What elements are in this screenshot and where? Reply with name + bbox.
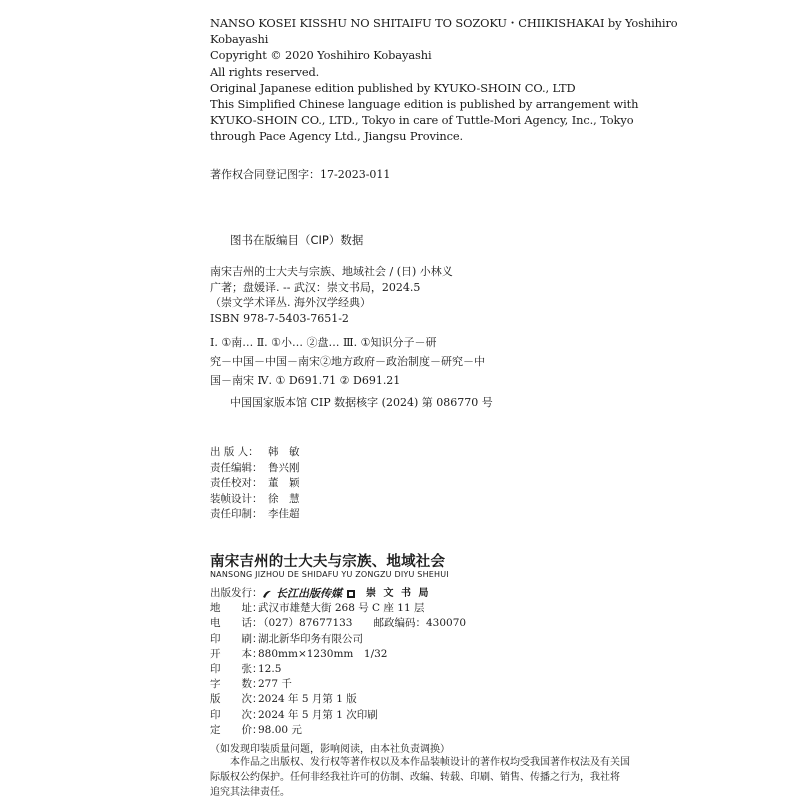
copyright-line: NANSO KOSEI KISSHU NO SHITAIFU TO SOZOKU・CHIIKISHAKAI by Yoshihiro <box>210 16 678 30</box>
staff-row <box>210 507 300 523</box>
cip-title: 图书在版编目（CIP）数据 <box>230 233 364 247</box>
classification-line: Ⅰ. ①南… Ⅱ. ①小… ②盘… Ⅲ. ①知识分子－研 <box>210 336 437 349</box>
staff-label: 责任编辑： <box>210 461 263 474</box>
pub-info-label: 字 数： <box>210 678 263 691</box>
publisher-logo-changjiang: 长江出版传媒 <box>276 587 342 600</box>
pub-info-value: 2024 年 5 月第 1 次印刷 <box>258 708 378 721</box>
contract-number: 著作权合同登记图字：17-2023-011 <box>210 168 391 181</box>
staff-label: 责任印制： <box>210 508 263 520</box>
book-title: 南宋吉州的士大夫与宗族、地域社会 <box>210 554 446 570</box>
pub-info-label: 印 张： <box>210 663 263 676</box>
pub-info-label: 开 本： <box>210 647 263 660</box>
copyright-line: Original Japanese edition published by KYUKO-SHOIN CO., LTD <box>210 80 576 95</box>
rights-line: 追究其法律责任。 <box>210 787 290 798</box>
classification <box>210 333 485 390</box>
pub-info-label: 印 刷： <box>210 632 263 645</box>
quality-note: （如发现印装质量问题，影响阅读，由本社负责调换） <box>210 744 450 755</box>
pub-info-row <box>210 662 466 677</box>
staff-value: 李佳超 <box>268 508 300 520</box>
cip-line: 广著；盘媛译. -- 武汉：崇文书局，2024.5 <box>210 280 421 294</box>
publisher-label: 出版发行： <box>210 587 263 599</box>
pub-info-row <box>210 632 466 647</box>
chongwen-logo-icon <box>346 589 356 599</box>
pub-info-label: 地 址： <box>210 602 263 615</box>
pub-info-label: 定 价： <box>210 723 263 736</box>
cip-line: 南宋吉州的士大夫与宗族、地域社会 / (日) 小林义 <box>210 265 453 278</box>
copyright-line: All rights reserved. <box>210 64 320 79</box>
pub-info-row <box>210 708 466 723</box>
copyright-block <box>210 15 678 145</box>
copyright-line: through Pace Agency Ltd., Jiangsu Province. <box>210 129 464 144</box>
pub-info-label: 印 次： <box>210 708 263 721</box>
staff-row <box>210 461 300 477</box>
classification-line: 国－南宋 Ⅳ. ① D691.71 ② D691.21 <box>210 374 401 387</box>
staff-list <box>210 445 300 523</box>
pub-info-row <box>210 647 466 662</box>
copyright-line: This Simplified Chinese language edition is published by arrangement with <box>210 97 639 112</box>
cip-number: 中国国家版本馆 CIP 数据核字 (2024) 第 086770 号 <box>230 396 493 409</box>
publisher-logo-chongwen: 崇 文 书 局 <box>366 588 431 599</box>
pub-info-value: 98.00 元 <box>258 723 302 736</box>
pub-info-row <box>210 601 466 616</box>
pub-info-label: 版 次： <box>210 693 263 706</box>
copyright-line: KYUKO-SHOIN CO., LTD., Tokyo in care of Tuttle-Mori Agency, Inc., Tokyo <box>210 113 634 128</box>
rights-statement <box>210 755 630 800</box>
staff-value: 徐 慧 <box>268 492 300 505</box>
pub-info-value: 277 千 <box>258 678 292 691</box>
pub-info-value: 880mm×1230mm 1/32 <box>258 647 388 660</box>
staff-row <box>210 492 300 508</box>
cip-line: ISBN 978-7-5403-7651-2 <box>210 311 349 325</box>
pub-info-row <box>210 616 466 631</box>
classification-line: 究－中国－中国－南宋②地方政府－政治制度－研究－中 <box>210 355 485 368</box>
rights-line: 本作品之出版权、发行权等著作权以及本作品装帧设计的著作权均受我国著作权法及有关国 <box>210 757 630 768</box>
pub-info-value: 湖北新华印务有限公司 <box>258 632 363 645</box>
cip-line: （崇文学术译丛. 海外汉学经典） <box>210 296 371 309</box>
staff-value: 董 颖 <box>268 477 300 489</box>
publisher-row <box>210 586 466 601</box>
staff-row <box>210 445 300 461</box>
publication-info <box>210 586 466 738</box>
pub-info-value: 12.5 <box>258 663 282 676</box>
rights-line: 际版权公约保护。任何非经我社许可的仿制、改编、转载、印刷、销售、传播之行为，我社将 <box>210 772 620 783</box>
copyright-line: Copyright © 2020 Yoshihiro Kobayashi <box>210 48 432 63</box>
pub-info-label: 电 话： <box>210 617 263 630</box>
pub-info-row <box>210 723 466 738</box>
staff-label: 装帧设计： <box>210 492 263 505</box>
pub-info-value: 武汉市雄楚大街 268 号 C 座 11 层 <box>258 602 425 615</box>
staff-value: 鲁兴刚 <box>268 461 300 474</box>
changjiang-logo-icon <box>262 589 272 599</box>
copyright-line: Kobayashi <box>210 32 269 47</box>
cip-record <box>210 264 470 326</box>
pub-info-value: 2024 年 5 月第 1 版 <box>258 693 357 706</box>
pub-info-value: （027）87677133 邮政编码：430070 <box>258 617 467 630</box>
staff-label: 出 版 人： <box>210 446 259 458</box>
book-pinyin: NANSONG JIZHOU DE SHIDAFU YU ZONGZU DIYU SHEHUI <box>210 570 449 579</box>
staff-row <box>210 476 300 492</box>
staff-value: 韩 敏 <box>268 446 300 458</box>
staff-label: 责任校对： <box>210 477 263 489</box>
pub-info-row <box>210 677 466 692</box>
pub-info-row <box>210 692 466 707</box>
